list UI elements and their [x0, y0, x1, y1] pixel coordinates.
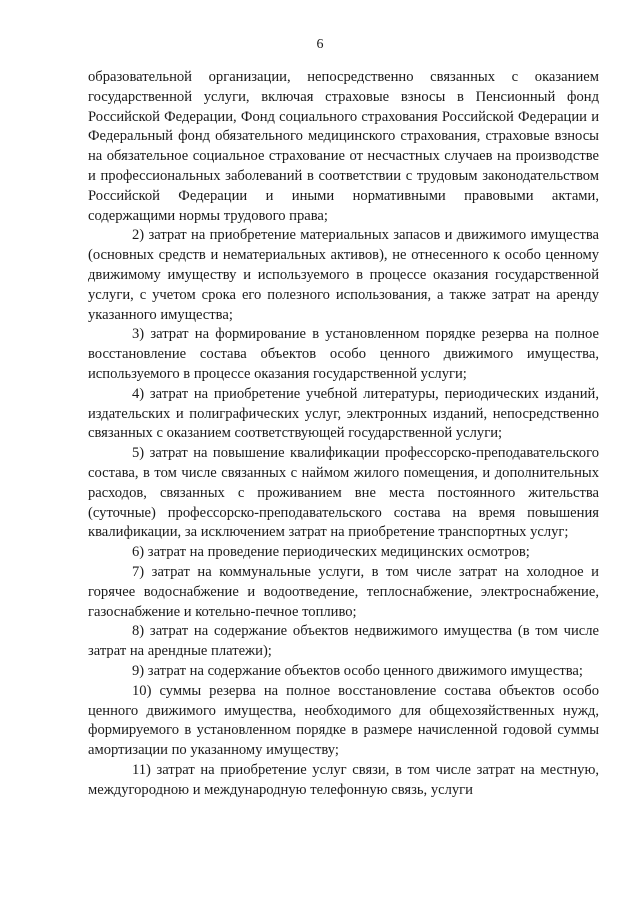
- paragraph-item-9: 9) затрат на содержание объектов особо ценного движимого имущества;: [132, 662, 583, 679]
- paragraph-continuation: образовательной организации, непосредственно связанных с оказанием государственной услуги, включая страховые взносы в Пенсионный фонд Российской Федерации, Фонд социального страхования Российской Федерации и Федеральный фонд обязательного медицинского страхования, страховые взносы на обязательное социальное страхование от несчастных случаев на производстве и профессиональных заболеваний в соответствии с трудовым законодательством Российской Федерации и иными нормативными правовыми актами, содержащими нормы трудового права;: [88, 69, 599, 224]
- paragraph-item-4: 4) затрат на приобретение учебной литературы, периодических изданий, издательских и полиграфических услуг, электронных изданий, непосредственно связанных с оказанием соответствующей государственной услуги;: [88, 385, 599, 442]
- paragraph-item-7: 7) затрат на коммунальные услуги, в том числе затрат на холодное и горячее водоснабжение и водоотведение, теплоснабжение, электроснабжение, газоснабжение и котельно-печное топливо;: [88, 563, 599, 620]
- paragraph-item-2: 2) затрат на приобретение материальных запасов и движимого имущества (основных средств и нематериальных активов), не отнесенного к особо ценному движимому имуществу и используемого в процессе оказания государственной услуги, с учетом срока его полезного использования, а также затрат на аренду указанного имущества;: [88, 227, 599, 323]
- paragraph-item-5: 5) затрат на повышение квалификации профессорско-преподавательского состава, в том числе связанных с наймом жилого помещения, и дополнительных расходов, связанных с проживанием вне места постоянного жительства (суточные) профессорско-преподавательского состава на время повышения квалификации, за исключением затрат на приобретение транспортных услуг;: [88, 445, 599, 541]
- paragraph-item-6: 6) затрат на проведение периодических медицинских осмотров;: [132, 544, 530, 561]
- paragraph-item-3: 3) затрат на формирование в установленном порядке резерва на полное восстановление состава объектов особо ценного движимого имущества, используемого в процессе оказания государственной услуги;: [88, 326, 599, 382]
- paragraph-item-8: 8) затрат на содержание объектов недвижимого имущества (в том числе затрат на арендные платежи);: [88, 623, 599, 660]
- document-body: [88, 68, 599, 800]
- paragraph-item-10: 10) суммы резерва на полное восстановление состава объектов особо ценного движимого имущества, необходимого для общехозяйственных нужд, формируемого в установленном порядке в размере начисленной годовой суммы амортизации по указанному имуществу;: [88, 682, 599, 759]
- page-number: 6: [316, 37, 324, 52]
- paragraph-item-11: 11) затрат на приобретение услуг связи, в том числе затрат на местную, междугородною и международную телефонную связь, услуги: [88, 761, 599, 798]
